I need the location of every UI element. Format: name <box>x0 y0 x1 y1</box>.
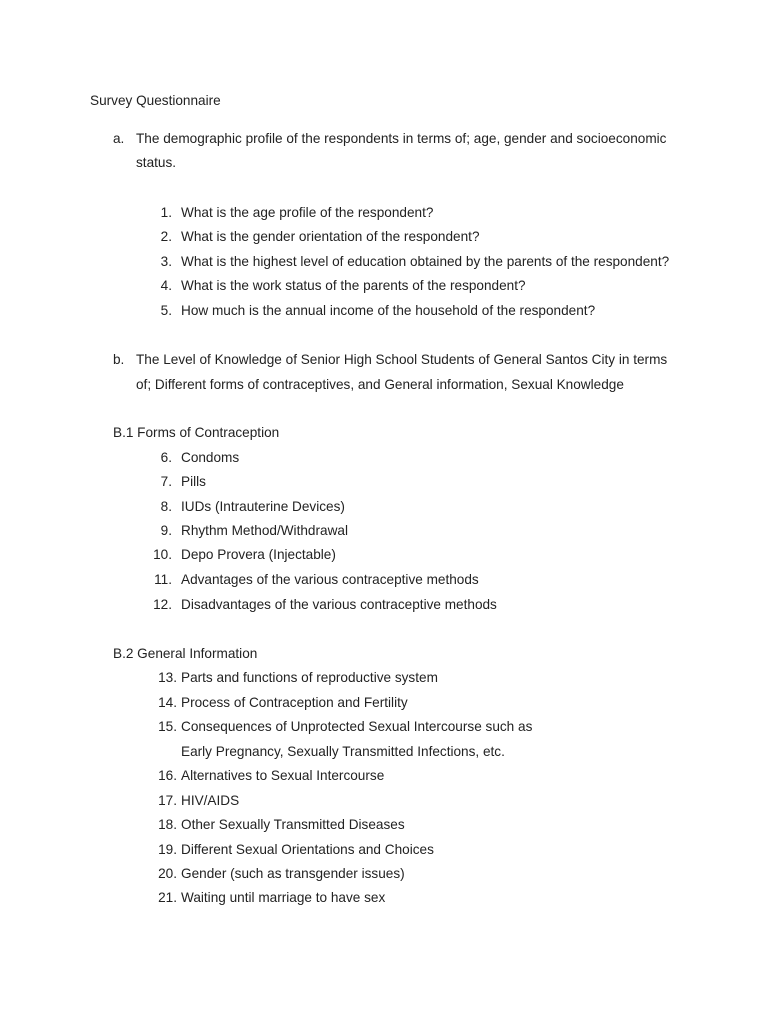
list-item-number: 13. <box>158 670 177 685</box>
list-item-text: What is the age profile of the respondent? <box>181 205 434 220</box>
document-title: Survey Questionnaire <box>90 93 221 108</box>
list-item-number: 16. <box>158 768 177 783</box>
section-b-marker: b. <box>113 352 125 367</box>
list-item-number: 14. <box>158 695 177 710</box>
section-b1-heading: B.1 Forms of Contraception <box>113 425 280 440</box>
section-a-text-line2: status. <box>136 155 177 170</box>
list-item-number: 8. <box>160 499 172 514</box>
list-item-text: Depo Provera (Injectable) <box>181 547 336 562</box>
list-item-number: 21. <box>158 890 177 905</box>
list-item-text: Gender (such as transgender issues) <box>181 866 405 881</box>
list-item-number: 10. <box>153 547 172 562</box>
list-item-text: Alternatives to Sexual Intercourse <box>181 768 385 783</box>
section-b-text-line2: of; Different forms of contraceptives, and General information, Sexual Knowledge <box>136 377 624 392</box>
list-item-number: 20. <box>158 866 177 881</box>
list-item-text: IUDs (Intrauterine Devices) <box>181 499 345 514</box>
list-item-text: What is the work status of the parents of the respondent? <box>181 278 526 293</box>
list-item-text: Other Sexually Transmitted Diseases <box>181 817 405 832</box>
list-item-number: 6. <box>160 450 172 465</box>
list-item-number: 2. <box>160 229 172 244</box>
list-item-text: HIV/AIDS <box>181 793 240 808</box>
section-b2-heading: B.2 General Information <box>113 646 258 661</box>
list-item-number: 7. <box>160 474 172 489</box>
list-item-text: Consequences of Unprotected Sexual Intercourse such as <box>181 719 533 734</box>
list-item-text: Parts and functions of reproductive system <box>181 670 438 685</box>
list-item-text: Disadvantages of the various contraceptive methods <box>181 597 497 612</box>
list-item-number: 1. <box>160 205 172 220</box>
list-item-text: What is the gender orientation of the respondent? <box>181 229 480 244</box>
list-item-text: What is the highest level of education obtained by the parents of the respondent? <box>181 254 670 269</box>
list-item-text-continuation: Early Pregnancy, Sexually Transmitted Infections, etc. <box>181 744 505 759</box>
section-a-marker: a. <box>113 131 125 146</box>
list-item-number: 18. <box>158 817 177 832</box>
list-item-text: How much is the annual income of the household of the respondent? <box>181 303 596 318</box>
list-item-text: Rhythm Method/Withdrawal <box>181 523 348 538</box>
list-item-text: Condoms <box>181 450 240 465</box>
list-item-number: 3. <box>160 254 172 269</box>
list-item-number: 11. <box>154 572 172 587</box>
list-item-text: Different Sexual Orientations and Choices <box>181 842 434 857</box>
list-item-number: 17. <box>158 793 177 808</box>
list-item-number: 19. <box>158 842 177 857</box>
list-item-text: Process of Contraception and Fertility <box>181 695 408 710</box>
list-item-number: 12. <box>153 597 172 612</box>
list-item-number: 5. <box>160 303 172 318</box>
list-item-number: 9. <box>160 523 172 538</box>
section-b-text-line1: The Level of Knowledge of Senior High School Students of General Santos City in terms <box>136 352 668 367</box>
list-item-number: 15. <box>158 719 177 734</box>
list-item-text: Pills <box>181 474 206 489</box>
list-item-text: Advantages of the various contraceptive methods <box>181 572 479 587</box>
list-item-number: 4. <box>160 278 172 293</box>
section-a-text-line1: The demographic profile of the respondents in terms of; age, gender and socioeconomic <box>136 131 667 146</box>
list-item-text: Waiting until marriage to have sex <box>181 890 386 905</box>
